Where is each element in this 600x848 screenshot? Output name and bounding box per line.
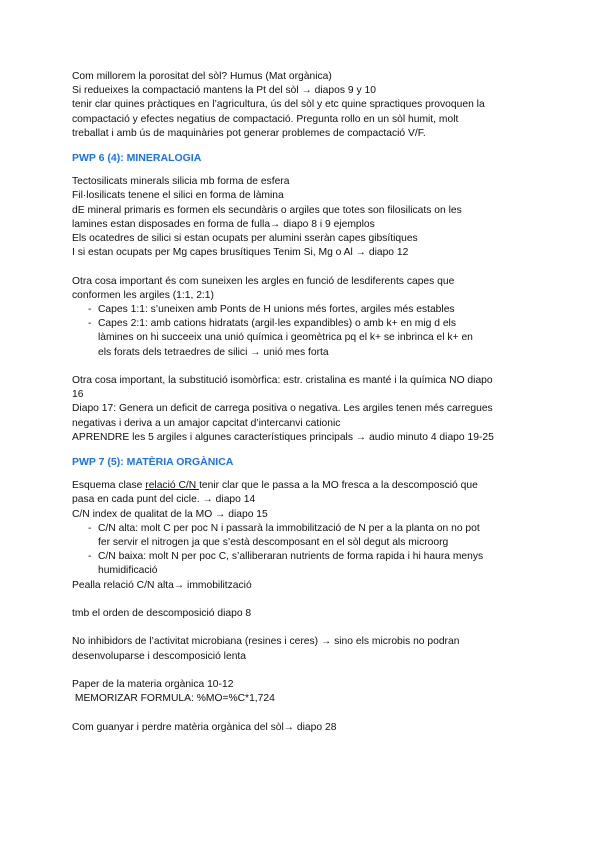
text-line: Diapo 17: Genera un deficit de carrega positiva o negativa. Les argiles tenen més carregues — [72, 403, 493, 415]
paper-paragraph — [72, 678, 532, 706]
text-line: Otra cosa important és com suneixen les argles en funció de lesdiferents capes que — [72, 275, 455, 287]
text-line: APRENDRE les 5 argiles i algunes característiques principals → audio minuto 4 diapo 19-25 — [72, 431, 494, 443]
text-line: Si redueixes la compactació mantens la Pt del sòl → diapos 9 y 10 — [72, 85, 376, 97]
text-line: I si estan ocupats per Mg capes brusítiques Tenim Si, Mg o Al → diapo 12 — [72, 247, 409, 259]
list-item — [72, 317, 532, 360]
bullet-dash: - — [88, 522, 92, 534]
text-line: Tectosilicats minerals silicia mb forma de esfera — [72, 176, 290, 188]
text-line: conformen les argiles (1:1, 2:1) — [72, 289, 214, 301]
text-span: Esquema clase — [72, 480, 146, 492]
text-line: 16 — [72, 389, 84, 401]
text-line: Capes 1:1: s’uneixen amb Ponts de H unions més fortes, argiles més estables — [98, 304, 455, 316]
cn-bullet-list — [72, 522, 532, 579]
text-line: Paper de la materia orgànica 10-12 — [72, 679, 234, 691]
intro-paragraph — [72, 70, 532, 141]
text-line: Fil·losilicats tenene el silici en forma de làmina — [72, 190, 284, 202]
section-heading-materia-organica: PWP 7 (5): MATÈRIA ORGÀNICA — [72, 456, 234, 469]
argiles-bullet-list — [72, 303, 532, 360]
text-line: tenir clar quines pràctiques en l’agricultura, ús del sòl y etc quine spractiques provoquen la — [72, 99, 485, 111]
text-line: els forats dels tetraedres de silici → unió mes forta — [98, 346, 329, 358]
text-line: Com guanyar i perdre matèria orgànica del sòl→ diapo 28 — [72, 721, 337, 733]
document-page — [72, 70, 532, 735]
text-line: compactació y efectes negatius de compactació. Pregunta rollo en un sòl humit, molt — [72, 113, 459, 125]
mineralogia-paragraph-1 — [72, 175, 532, 260]
text-line: C/N alta: molt C per poc N i passarà la immobilització de N per a la planta on no pot — [98, 522, 480, 534]
text-line: tmb el orden de descomposició diapo 8 — [72, 608, 252, 620]
mineralogia-paragraph-2 — [72, 275, 532, 303]
text-line: fer servir el nitrogen ja que s’està descomposant en el sòl degut als microorg — [98, 537, 449, 549]
text-line: C/N baixa: molt N per poc C, s’alliberaran nutrients de forma rapida i hi haura menys — [98, 551, 484, 563]
text-span: tenir clar que le passa a la MO fresca a la descomposció que — [199, 480, 478, 492]
text-line: Com millorem la porositat del sòl? Humus (Mat orgànica) — [72, 71, 332, 82]
text-line: treballat i amb ús de maquinàries pot generar problemes de compactació V/F. — [72, 127, 426, 139]
text-line: pasa en cada punt del cicle. → diapo 14 — [72, 494, 256, 506]
text-line: Otra cosa important, la substitució isomòrfica: estr. cristalina es manté i la química NO diapo — [72, 375, 493, 387]
materia-organica-paragraph-1 — [72, 479, 532, 522]
text-line: Capes 2:1: amb cations hidratats (argil·les expandibles) o amb k+ en mig d els — [98, 318, 456, 330]
list-item — [72, 522, 532, 550]
text-line: lamines estan disposades en forma de fulla→ diapo 8 i 9 ejemplos — [72, 218, 375, 230]
text-line: No inhibidors de l’activitat microbiana (resines i ceres) → sino els microbis no podran — [72, 636, 460, 648]
mineralogia-paragraph-3 — [72, 374, 532, 445]
bullet-dash: - — [88, 318, 92, 330]
text-line: làmines on hi succeeix una unió química i geomètrica pq el k+ se inbrinca el k+ en — [98, 332, 473, 344]
list-item — [72, 550, 532, 578]
inhibidors-paragraph — [72, 635, 532, 663]
text-line: negativas i deriva a un amajor capcitat d’intercanvi cationic — [72, 417, 341, 429]
formula-line: MEMORIZAR FORMULA: %MO=%C*1,724 — [72, 693, 275, 705]
text-line: desenvoluparse i descomposició lenta — [72, 650, 247, 662]
relacio-cn-underlined: relació C/N — [145, 480, 200, 492]
text-line: dE mineral primaris es formen els secundàris o argiles que totes son filosilicats on les — [72, 204, 462, 216]
text-line: humidificació — [98, 565, 158, 577]
text-line: Els ocatedres de silici si estan ocupats per alumini sseràn capes gibsítiques — [72, 233, 418, 245]
list-item — [72, 303, 532, 317]
section-heading-mineralogia: PWP 6 (4): MINERALOGIA — [72, 152, 202, 165]
text-line: C/N index de qualitat de la MO → diapo 15 — [72, 508, 268, 520]
text-line: Pealla relació C/N alta→ immobilització — [72, 579, 252, 591]
bullet-dash: - — [88, 551, 92, 563]
text-line — [72, 479, 532, 493]
bullet-dash: - — [88, 304, 92, 316]
